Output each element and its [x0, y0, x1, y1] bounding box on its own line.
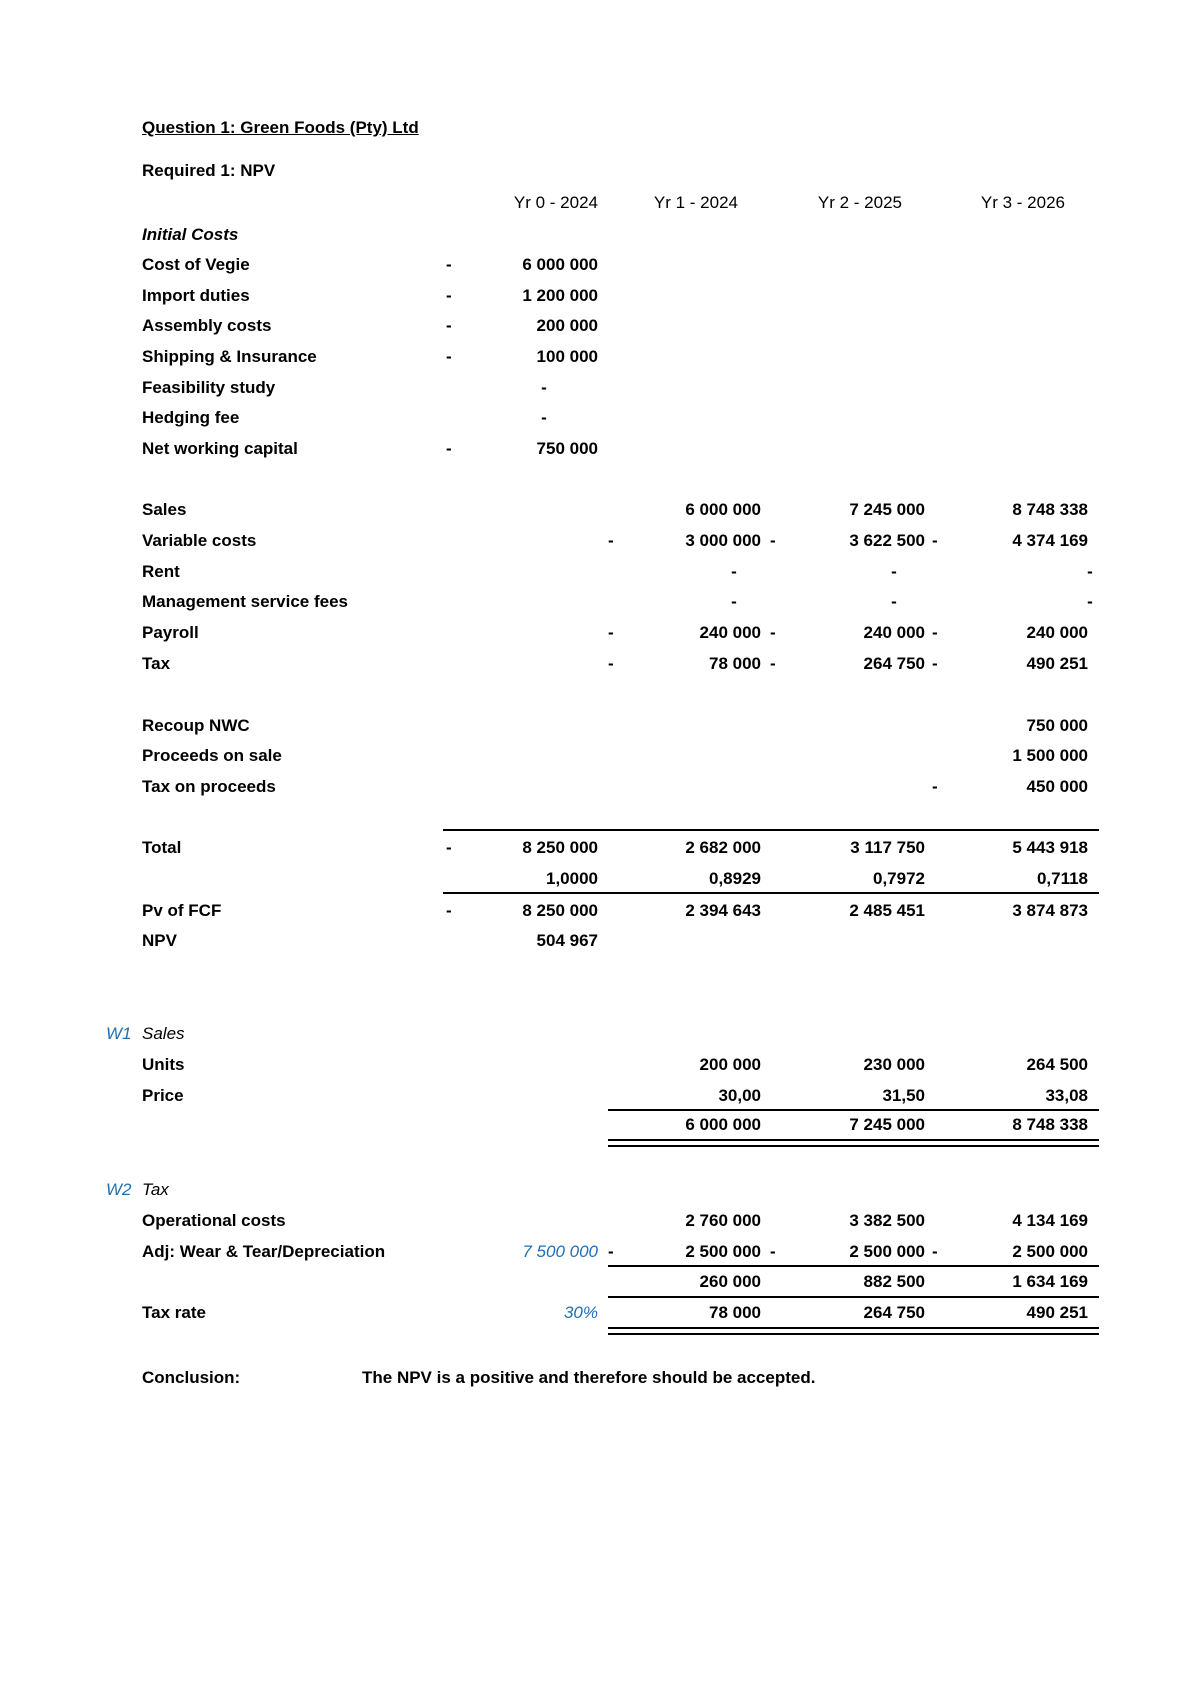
conclusion-text: The NPV is a positive and therefore should be accepted. — [362, 1368, 816, 1387]
column-header-yr0: Yr 0 - 2024 — [513, 193, 598, 212]
row-label-pv-of-fcf: Pv of FCF — [142, 901, 222, 920]
cell-value: 1 500 000 — [1012, 746, 1088, 765]
cell-value: 200 000 — [699, 1055, 761, 1074]
cell-value: 3 000 000 — [685, 531, 761, 550]
cell-value: 240 000 — [1026, 623, 1088, 642]
minus-sign: - — [446, 838, 452, 857]
row-label-shipping-insurance: Shipping & Insurance — [142, 347, 317, 366]
working-tag-w1: W1 — [106, 1024, 132, 1043]
minus-sign: - — [446, 316, 452, 335]
cell-value: 240 000 — [699, 623, 761, 642]
row-label-assembly-costs: Assembly costs — [142, 316, 272, 335]
cell-value: 7 245 000 — [849, 1115, 925, 1134]
w2-subtotal-border — [608, 1265, 1099, 1267]
row-label-proceeds-on-sale: Proceeds on sale — [142, 746, 282, 765]
cell-value: 240 000 — [863, 623, 925, 642]
row-label-price: Price — [142, 1086, 184, 1105]
row-label-operational-costs: Operational costs — [142, 1211, 286, 1230]
row-label-npv: NPV — [142, 931, 177, 950]
tax-rate-value: 30% — [563, 1303, 598, 1322]
row-label-feasibility-study: Feasibility study — [142, 378, 276, 397]
row-label-hedging-fee: Hedging fee — [142, 408, 240, 427]
cell-value: 260 000 — [699, 1272, 761, 1291]
conclusion-label: Conclusion: — [142, 1368, 241, 1387]
w1-heading: Sales — [142, 1024, 185, 1043]
minus-sign: - — [770, 654, 776, 673]
minus-sign: - — [608, 623, 614, 642]
discount-factor: 1,0000 — [546, 869, 598, 888]
npv-value: 504 967 — [536, 931, 598, 950]
cell-value: 2 682 000 — [685, 838, 761, 857]
initial-costs-heading: Initial Costs — [142, 225, 239, 244]
row-label-net-working-capital: Net working capital — [142, 439, 298, 458]
cell-value: 33,08 — [1045, 1086, 1088, 1105]
cell-value: 30,00 — [718, 1086, 761, 1105]
cell-value: 1 634 169 — [1012, 1272, 1088, 1291]
pv-top-border — [443, 892, 1099, 894]
w2-rate-border — [608, 1296, 1099, 1298]
discount-factor: 0,8929 — [709, 869, 761, 888]
cell-value: - — [541, 408, 547, 427]
cell-value: - — [891, 592, 897, 611]
minus-sign: - — [608, 1242, 614, 1261]
cell-value: 8 250 000 — [522, 838, 598, 857]
cell-value: - — [891, 562, 897, 581]
cell-value: 200 000 — [536, 316, 598, 335]
cell-value: 2 760 000 — [685, 1211, 761, 1230]
cell-value: 264 750 — [863, 1303, 925, 1322]
column-header-yr2: Yr 2 - 2025 — [817, 193, 902, 212]
cell-value: 5 443 918 — [1012, 838, 1088, 857]
cell-value: 31,50 — [882, 1086, 925, 1105]
cell-value: 1 200 000 — [522, 286, 598, 305]
cell-value: 490 251 — [1026, 1303, 1088, 1322]
page-title: Question 1: Green Foods (Pty) Ltd — [142, 118, 419, 137]
minus-sign: - — [608, 654, 614, 673]
discount-factor: 0,7972 — [873, 869, 925, 888]
cell-value: 8 748 338 — [1012, 500, 1088, 519]
row-label-variable-costs: Variable costs — [142, 531, 257, 550]
cell-value: 2 394 643 — [685, 901, 761, 920]
row-label-recoup-nwc: Recoup NWC — [142, 716, 250, 735]
minus-sign: - — [932, 777, 938, 796]
minus-sign: - — [932, 531, 938, 550]
cell-value: 8 250 000 — [522, 901, 598, 920]
wear-base-value: 7 500 000 — [522, 1242, 598, 1261]
row-label-tax: Tax — [142, 654, 171, 673]
cell-value: 6 000 000 — [685, 1115, 761, 1134]
cell-value: 264 750 — [863, 654, 925, 673]
cell-value: 3 117 750 — [850, 838, 925, 857]
minus-sign: - — [446, 286, 452, 305]
row-label-total: Total — [142, 838, 182, 857]
cell-value: - — [1087, 592, 1093, 611]
row-label-cost-of-vegie: Cost of Vegie — [142, 255, 250, 274]
cell-value: 230 000 — [863, 1055, 925, 1074]
minus-sign: - — [932, 654, 938, 673]
cell-value: 3 622 500 — [849, 531, 925, 550]
cell-value: 8 748 338 — [1012, 1115, 1088, 1134]
minus-sign: - — [446, 347, 452, 366]
minus-sign: - — [446, 439, 452, 458]
cell-value: 490 251 — [1026, 654, 1088, 673]
minus-sign: - — [608, 531, 614, 550]
working-tag-w2: W2 — [106, 1180, 132, 1199]
row-label-units: Units — [142, 1055, 185, 1074]
column-header-yr3: Yr 3 - 2026 — [980, 193, 1065, 212]
cell-value: 7 245 000 — [849, 500, 925, 519]
w2-heading: Tax — [142, 1180, 169, 1199]
row-label-payroll: Payroll — [142, 623, 199, 642]
section-heading-required: Required 1: NPV — [142, 161, 276, 180]
cell-value: 2 500 000 — [1012, 1242, 1088, 1261]
cell-value: - — [1087, 562, 1093, 581]
minus-sign: - — [446, 901, 452, 920]
cell-value: 750 000 — [536, 439, 598, 458]
cell-value: 2 485 451 — [849, 901, 925, 920]
cell-value: 6 000 000 — [522, 255, 598, 274]
cell-value: 78 000 — [709, 654, 761, 673]
cell-value: 750 000 — [1026, 716, 1088, 735]
cell-value: 2 500 000 — [849, 1242, 925, 1261]
cell-value: - — [731, 562, 737, 581]
minus-sign: - — [770, 623, 776, 642]
discount-factor: 0,7118 — [1036, 869, 1088, 888]
cell-value: 450 000 — [1026, 777, 1088, 796]
row-label-tax-rate: Tax rate — [142, 1303, 206, 1322]
column-header-yr1: Yr 1 - 2024 — [653, 193, 738, 212]
cell-value: 3 382 500 — [849, 1211, 925, 1230]
cell-value: 100 000 — [536, 347, 598, 366]
cell-value: - — [731, 592, 737, 611]
w1-total-double-border — [608, 1139, 1099, 1147]
total-top-border — [443, 829, 1099, 831]
row-label-management-service-fees: Management service fees — [142, 592, 348, 611]
cell-value: 264 500 — [1026, 1055, 1088, 1074]
w2-total-double-border — [608, 1327, 1099, 1335]
row-label-tax-on-proceeds: Tax on proceeds — [142, 777, 276, 796]
row-label-import-duties: Import duties — [142, 286, 250, 305]
cell-value: 2 500 000 — [685, 1242, 761, 1261]
minus-sign: - — [770, 531, 776, 550]
minus-sign: - — [932, 623, 938, 642]
cell-value: 4 134 169 — [1012, 1211, 1088, 1230]
minus-sign: - — [770, 1242, 776, 1261]
cell-value: 882 500 — [863, 1272, 925, 1291]
minus-sign: - — [932, 1242, 938, 1261]
row-label-wear-and-tear: Adj: Wear & Tear/Depreciation — [142, 1242, 386, 1261]
cell-value: 3 874 873 — [1012, 901, 1088, 920]
row-label-sales: Sales — [142, 500, 187, 519]
cell-value: - — [541, 378, 547, 397]
cell-value: 4 374 169 — [1012, 531, 1088, 550]
minus-sign: - — [446, 255, 452, 274]
cell-value: 6 000 000 — [685, 500, 761, 519]
w1-subtotal-border — [608, 1109, 1099, 1111]
row-label-rent: Rent — [142, 562, 180, 581]
cell-value: 78 000 — [709, 1303, 761, 1322]
